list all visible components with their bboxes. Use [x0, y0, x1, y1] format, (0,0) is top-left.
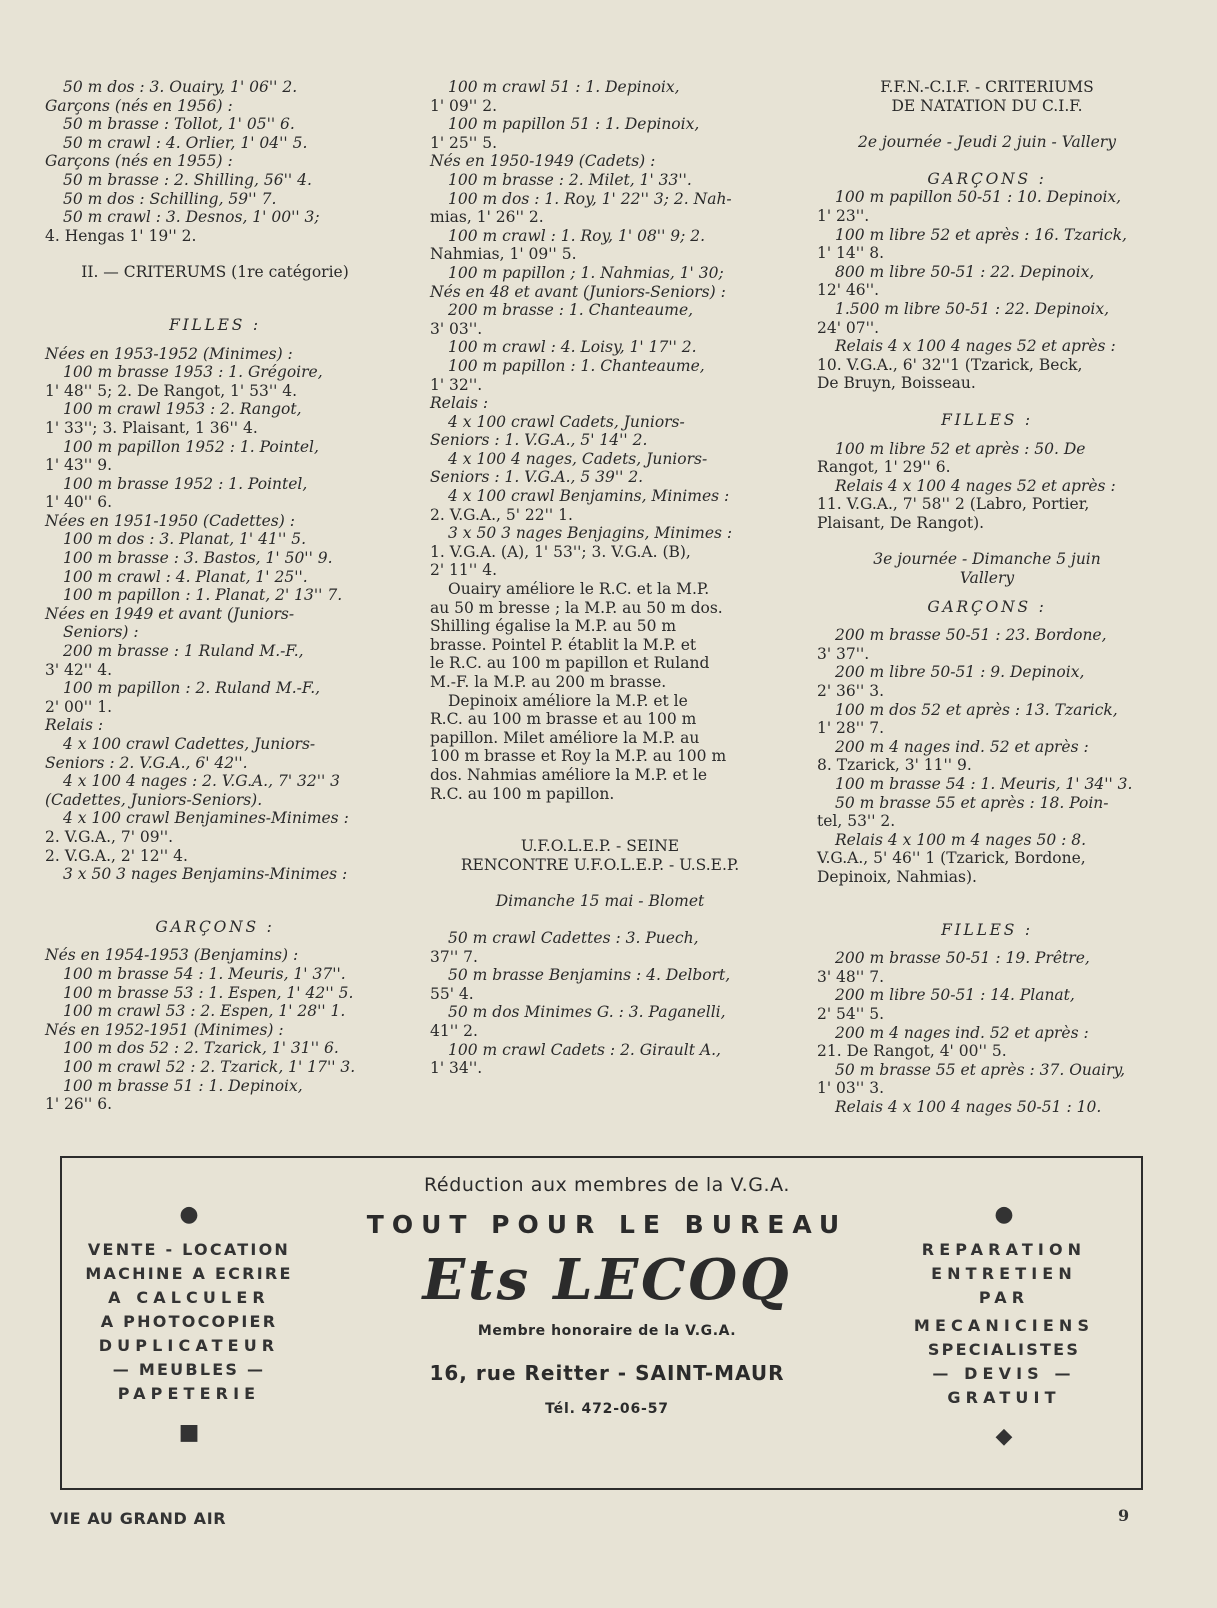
- text-line: 100 m crawl 1953 : 2. Rangot,: [63, 400, 302, 419]
- text-line: 8. Tzarick, 3' 11'' 9.: [817, 756, 972, 775]
- text-line: Ouairy améliore le R.C. et la M.P.: [448, 580, 710, 599]
- text-line: 100 m dos 52 : 2. Tzarick, 1' 31'' 6.: [63, 1039, 339, 1058]
- text-line: 3' 42'' 4.: [45, 660, 113, 679]
- text-line: 200 m 4 nages ind. 52 et après :: [835, 1023, 1089, 1042]
- text-line: 4. Hengas 1' 19'' 2.: [45, 226, 197, 245]
- text-line: GARÇONS :: [155, 917, 275, 936]
- text-line: tel, 53'' 2.: [817, 812, 896, 831]
- text-line: mias, 1' 26'' 2.: [430, 208, 544, 227]
- ad-left-line: PAPETERIE: [117, 1384, 261, 1403]
- text-line: Vallery: [959, 569, 1015, 588]
- text-line: FILLES :: [941, 410, 1033, 429]
- text-line: RENCONTRE U.F.O.L.E.P. - U.S.E.P.: [460, 855, 740, 874]
- ad-left-line: MACHINE A ECRIRE: [85, 1264, 293, 1283]
- text-line: 200 m brasse 50-51 : 23. Bordone,: [835, 626, 1107, 645]
- text-line: GARÇONS :: [927, 597, 1047, 616]
- ad-right-line: PAR: [978, 1288, 1030, 1307]
- text-line: 100 m dos 52 et après : 13. Tzarick,: [835, 700, 1118, 719]
- ad-left-block: [84, 1196, 294, 1456]
- ad-member-line: Membre honoraire de la V.G.A.: [477, 1323, 737, 1339]
- text-line: papillon. Milet améliore la M.P. au: [430, 728, 700, 747]
- text-line: 1.500 m libre 50-51 : 22. Depinoix,: [835, 299, 1110, 318]
- column-1: [45, 78, 385, 1114]
- text-line: 100 m crawl : 4. Planat, 1' 25''.: [63, 567, 308, 586]
- text-line: Seniors : 2. V.G.A., 6' 42''.: [45, 753, 248, 772]
- text-line: 100 m brasse 54 : 1. Meuris, 1' 34'' 3.: [835, 775, 1133, 793]
- ad-headline: TOUT POUR LE BUREAU: [366, 1210, 848, 1239]
- text-line: 100 m papillon : 2. Ruland M.-F.,: [63, 679, 321, 698]
- text-line: 1' 25'' 5.: [430, 133, 498, 152]
- text-line: 4 x 100 4 nages, Cadets, Juniors-: [448, 449, 708, 468]
- text-line: DE NATATION DU C.I.F.: [891, 96, 1083, 115]
- text-line: 100 m dos : 3. Planat, 1' 41'' 5.: [63, 530, 307, 549]
- text-line: au 50 m bresse ; la M.P. au 50 m dos.: [430, 598, 723, 617]
- ad-reduction-line: Réduction aux membres de la V.G.A.: [424, 1174, 790, 1196]
- ad-left-line: A PHOTOCOPIER: [100, 1312, 278, 1331]
- text-line: 100 m brasse et Roy la M.P. au 100 m: [430, 747, 727, 766]
- text-line: 2' 11'' 4.: [430, 561, 498, 580]
- text-line: 1' 34''.: [430, 1059, 483, 1078]
- text-line: 1' 09'' 2.: [430, 96, 498, 115]
- text-line: 100 m brasse 53 : 1. Espen, 1' 42'' 5.: [63, 983, 354, 1002]
- ad-right-line: ENTRETIEN: [931, 1264, 1077, 1283]
- text-line: 10. V.G.A., 6' 32''1 (Tzarick, Beck,: [817, 355, 1083, 374]
- text-line: 200 m brasse : 1. Chanteaume,: [448, 301, 694, 320]
- text-line: Seniors : 1. V.G.A., 5' 14'' 2.: [430, 431, 648, 450]
- text-line: 4 x 100 crawl Benjamins, Minimes :: [448, 487, 730, 506]
- text-line: 3' 48'' 7.: [817, 967, 885, 986]
- text-line: Relais 4 x 100 4 nages 50-51 : 10.: [835, 1097, 1102, 1116]
- text-line: le R.C. au 100 m papillon et Ruland: [430, 654, 710, 673]
- bullet-icon: ●: [179, 1202, 199, 1227]
- text-line: 200 m brasse : 1 Ruland M.-F.,: [63, 642, 304, 661]
- text-line: 50 m crawl Cadettes : 3. Puech,: [448, 928, 699, 947]
- ad-right-line: GRATUIT: [947, 1388, 1061, 1407]
- text-line: 1' 23''.: [817, 206, 870, 225]
- text-line: 4 x 100 crawl Cadets, Juniors-: [448, 412, 685, 431]
- text-line: 1' 33''; 3. Plaisant, 1 36'' 4.: [45, 418, 258, 437]
- ad-right-line: — DEVIS —: [932, 1364, 1076, 1383]
- text-line: 200 m libre 50-51 : 14. Planat,: [835, 986, 1075, 1005]
- text-line: 4 x 100 crawl Benjamines-Minimes :: [63, 809, 349, 828]
- text-line: 50 m brasse : 2. Shilling, 56'' 4.: [63, 170, 312, 189]
- text-line: 2' 36'' 3.: [817, 682, 885, 701]
- text-line: 2. V.G.A., 2' 12'' 4.: [45, 846, 188, 865]
- ad-left-line: — MEUBLES —: [112, 1360, 266, 1379]
- text-line: R.C. au 100 m brasse et au 100 m: [430, 710, 697, 729]
- text-line: Nés en 48 et avant (Juniors-Seniors) :: [430, 282, 726, 301]
- square-icon: ■: [178, 1420, 200, 1445]
- text-line: R.C. au 100 m papillon.: [430, 784, 615, 803]
- text-line: 100 m brasse 1952 : 1. Pointel,: [63, 474, 308, 493]
- text-line: Shilling égalise la M.P. au 50 m: [430, 617, 677, 636]
- text-line: dos. Nahmias améliore la M.P. et le: [430, 765, 708, 784]
- text-line: FILLES :: [169, 315, 261, 334]
- text-line: 100 m crawl 51 : 1. Depinoix,: [448, 78, 680, 96]
- text-line: Depinoix, Nahmias).: [817, 867, 977, 886]
- column-3: [817, 78, 1157, 1117]
- text-line: Relais 4 x 100 4 nages 52 et après :: [835, 476, 1116, 495]
- text-line: 100 m brasse : 2. Milet, 1' 33''.: [448, 170, 692, 189]
- text-line: Relais :: [45, 716, 104, 735]
- ad-right-line: MECANICIENS: [913, 1316, 1095, 1335]
- text-line: Seniors : 1. V.G.A., 5 39'' 2.: [430, 468, 644, 487]
- text-line: 2e journée - Jeudi 2 juin - Vallery: [858, 133, 1116, 152]
- bullet-icon: ●: [994, 1202, 1014, 1227]
- ad-left-line: A CALCULER: [108, 1288, 270, 1307]
- text-line: GARÇONS :: [927, 169, 1047, 188]
- text-line: 1' 32''.: [430, 375, 483, 394]
- text-line: Relais 4 x 100 4 nages 52 et après :: [835, 337, 1116, 356]
- text-line: 2. V.G.A., 7' 09''.: [45, 827, 174, 846]
- ad-right-block: [888, 1196, 1120, 1460]
- text-line: 12' 46''.: [817, 281, 880, 300]
- text-line: M.-F. la M.P. au 200 m brasse.: [430, 673, 667, 691]
- text-line: 3e journée - Dimanche 5 juin: [873, 550, 1101, 569]
- ad-left-line: VENTE - LOCATION: [87, 1240, 291, 1259]
- text-line: 100 m dos : 1. Roy, 1' 22'' 3; 2. Nah-: [448, 189, 732, 208]
- text-line: 200 m brasse 50-51 : 19. Prêtre,: [835, 949, 1090, 968]
- text-line: 2. V.G.A., 5' 22'' 1.: [430, 505, 573, 524]
- text-line: Nés en 1952-1951 (Minimes) :: [45, 1020, 284, 1039]
- text-line: 11. V.G.A., 7' 58'' 2 (Labro, Portier,: [817, 495, 1090, 514]
- text-line: Nées en 1953-1952 (Minimes) :: [45, 344, 293, 363]
- text-line: 100 m brasse 51 : 1. Depinoix,: [63, 1076, 303, 1095]
- text-line: 50 m crawl : 4. Orlier, 1' 04'' 5.: [63, 133, 308, 152]
- text-line: 3' 37''.: [817, 644, 870, 663]
- text-line: 100 m crawl : 1. Roy, 1' 08'' 9; 2.: [448, 226, 706, 245]
- text-line: Plaisant, De Rangot).: [817, 513, 985, 532]
- text-line: Relais 4 x 100 m 4 nages 50 : 8.: [835, 830, 1087, 849]
- text-line: 50 m dos : Schilling, 59'' 7.: [63, 189, 277, 208]
- text-line: 100 m brasse 1953 : 1. Grégoire,: [63, 363, 323, 382]
- ad-phone: Tél. 472-06-57: [545, 1401, 669, 1417]
- text-line: Nées en 1951-1950 (Cadettes) :: [45, 511, 295, 530]
- text-line: 100 m crawl 53 : 2. Espen, 1' 28'' 1.: [63, 1002, 346, 1021]
- text-line: 1' 14'' 8.: [817, 244, 885, 263]
- text-line: 50 m dos Minimes G. : 3. Paganelli,: [448, 1003, 726, 1022]
- text-line: 100 m crawl Cadets : 2. Girault A.,: [448, 1040, 721, 1059]
- text-line: 41'' 2.: [430, 1021, 478, 1040]
- text-line: Nahmias, 1' 09'' 5.: [430, 245, 577, 264]
- text-line: 37'' 7.: [430, 947, 478, 966]
- text-line: (Cadettes, Juniors-Seniors).: [45, 790, 263, 809]
- text-line: Nées en 1949 et avant (Juniors-: [45, 604, 295, 623]
- text-line: 200 m libre 50-51 : 9. Depinoix,: [835, 663, 1085, 682]
- text-line: Nés en 1954-1953 (Benjamins) :: [45, 946, 299, 965]
- text-line: 1' 43'' 9.: [45, 456, 113, 475]
- diamond-icon: ◆: [995, 1424, 1013, 1449]
- text-line: 100 m libre 52 et après : 16. Tzarick,: [835, 225, 1127, 244]
- ad-left-line: DUPLICATEUR: [98, 1336, 280, 1355]
- text-line: FILLES :: [941, 920, 1033, 939]
- text-line: Rangot, 1' 29'' 6.: [817, 458, 951, 477]
- ad-right-line: REPARATION: [921, 1240, 1087, 1259]
- text-line: 50 m brasse Benjamins : 4. Delbort,: [448, 966, 731, 985]
- ad-address: 16, rue Reitter - SAINT-MAUR: [429, 1361, 785, 1385]
- text-line: De Bruyn, Boisseau.: [817, 374, 976, 393]
- text-line: 55' 4.: [430, 984, 474, 1003]
- text-line: 50 m brasse 55 et après : 37. Ouairy,: [835, 1060, 1126, 1079]
- text-line: 2' 54'' 5.: [817, 1004, 885, 1023]
- page-number: 9: [1118, 1506, 1130, 1525]
- text-line: 200 m 4 nages ind. 52 et après :: [835, 737, 1089, 756]
- text-line: 1. V.G.A. (A), 1' 53''; 3. V.G.A. (B),: [430, 542, 691, 561]
- text-line: V.G.A., 5' 46'' 1 (Tzarick, Bordone,: [817, 849, 1086, 868]
- text-line: 4 x 100 4 nages : 2. V.G.A., 7' 32'' 3: [63, 772, 341, 791]
- text-line: 100 m libre 52 et après : 50. De: [835, 439, 1086, 458]
- advertisement-box: [60, 1156, 1143, 1490]
- text-line: F.F.N.-C.I.F. - CRITERIUMS: [880, 78, 1094, 96]
- text-line: 100 m papillon : 1. Planat, 2' 13'' 7.: [63, 586, 343, 605]
- text-line: Dimanche 15 mai - Blomet: [495, 892, 705, 911]
- ad-center-block: [362, 1168, 852, 1417]
- ad-company-name: Ets LECOQ: [422, 1247, 792, 1313]
- text-line: Relais :: [430, 394, 489, 413]
- footer-publication: VIE AU GRAND AIR: [50, 1509, 227, 1528]
- text-line: 100 m brasse 54 : 1. Meuris, 1' 37''.: [63, 964, 346, 983]
- text-line: 100 m crawl 52 : 2. Tzarick, 1' 17'' 3.: [63, 1057, 356, 1076]
- text-line: 21. De Rangot, 4' 00'' 5.: [817, 1042, 1007, 1061]
- text-line: 1' 03'' 3.: [817, 1079, 885, 1098]
- ad-right-line: SPECIALISTES: [927, 1340, 1081, 1359]
- text-line: 50 m dos : 3. Ouairy, 1' 06'' 2.: [63, 78, 298, 96]
- text-line: 3' 03''.: [430, 319, 483, 338]
- text-line: 1' 28'' 7.: [817, 719, 885, 738]
- text-line: 50 m brasse : Tollot, 1' 05'' 6.: [63, 115, 295, 134]
- text-line: 100 m papillon 50-51 : 10. Depinoix,: [835, 188, 1122, 207]
- text-line: 100 m papillon 51 : 1. Depinoix,: [448, 115, 700, 134]
- text-line: 3 x 50 3 nages Benjamins-Minimes :: [63, 865, 348, 884]
- text-line: 100 m papillon 1952 : 1. Pointel,: [63, 437, 319, 456]
- text-line: 4 x 100 crawl Cadettes, Juniors-: [63, 735, 316, 753]
- text-line: 1' 48'' 5; 2. De Rangot, 1' 53'' 4.: [45, 381, 298, 400]
- text-line: brasse. Pointel P. établit la M.P. et: [430, 635, 697, 654]
- text-line: Garçons (nés en 1955) :: [45, 152, 233, 171]
- text-line: 100 m papillon : 1. Chanteaume,: [448, 356, 705, 375]
- text-line: II. — CRITERUMS (1re catégorie): [81, 263, 349, 282]
- text-line: 24' 07''.: [817, 318, 880, 337]
- text-line: 800 m libre 50-51 : 22. Depinoix,: [835, 262, 1095, 281]
- text-line: 1' 26'' 6.: [45, 1095, 113, 1114]
- text-line: Depinoix améliore la M.P. et le: [448, 691, 688, 710]
- column-2: [430, 78, 770, 1078]
- text-line: U.F.O.L.E.P. - SEINE: [520, 837, 680, 856]
- text-line: 100 m brasse : 3. Bastos, 1' 50'' 9.: [63, 549, 333, 568]
- text-line: 50 m crawl : 3. Desnos, 1' 00'' 3;: [63, 208, 320, 227]
- text-line: Garçons (nés en 1956) :: [45, 96, 233, 115]
- text-line: 50 m brasse 55 et après : 18. Poin-: [835, 793, 1109, 812]
- text-line: 100 m crawl : 4. Loisy, 1' 17'' 2.: [448, 338, 697, 357]
- text-line: Seniors) :: [63, 623, 139, 642]
- text-line: 1' 40'' 6.: [45, 493, 113, 512]
- text-line: 2' 00'' 1.: [45, 697, 113, 716]
- text-line: 100 m papillon ; 1. Nahmias, 1' 30;: [448, 263, 724, 282]
- text-line: Nés en 1950-1949 (Cadets) :: [430, 152, 656, 171]
- text-line: 3 x 50 3 nages Benjagins, Minimes :: [448, 524, 733, 543]
